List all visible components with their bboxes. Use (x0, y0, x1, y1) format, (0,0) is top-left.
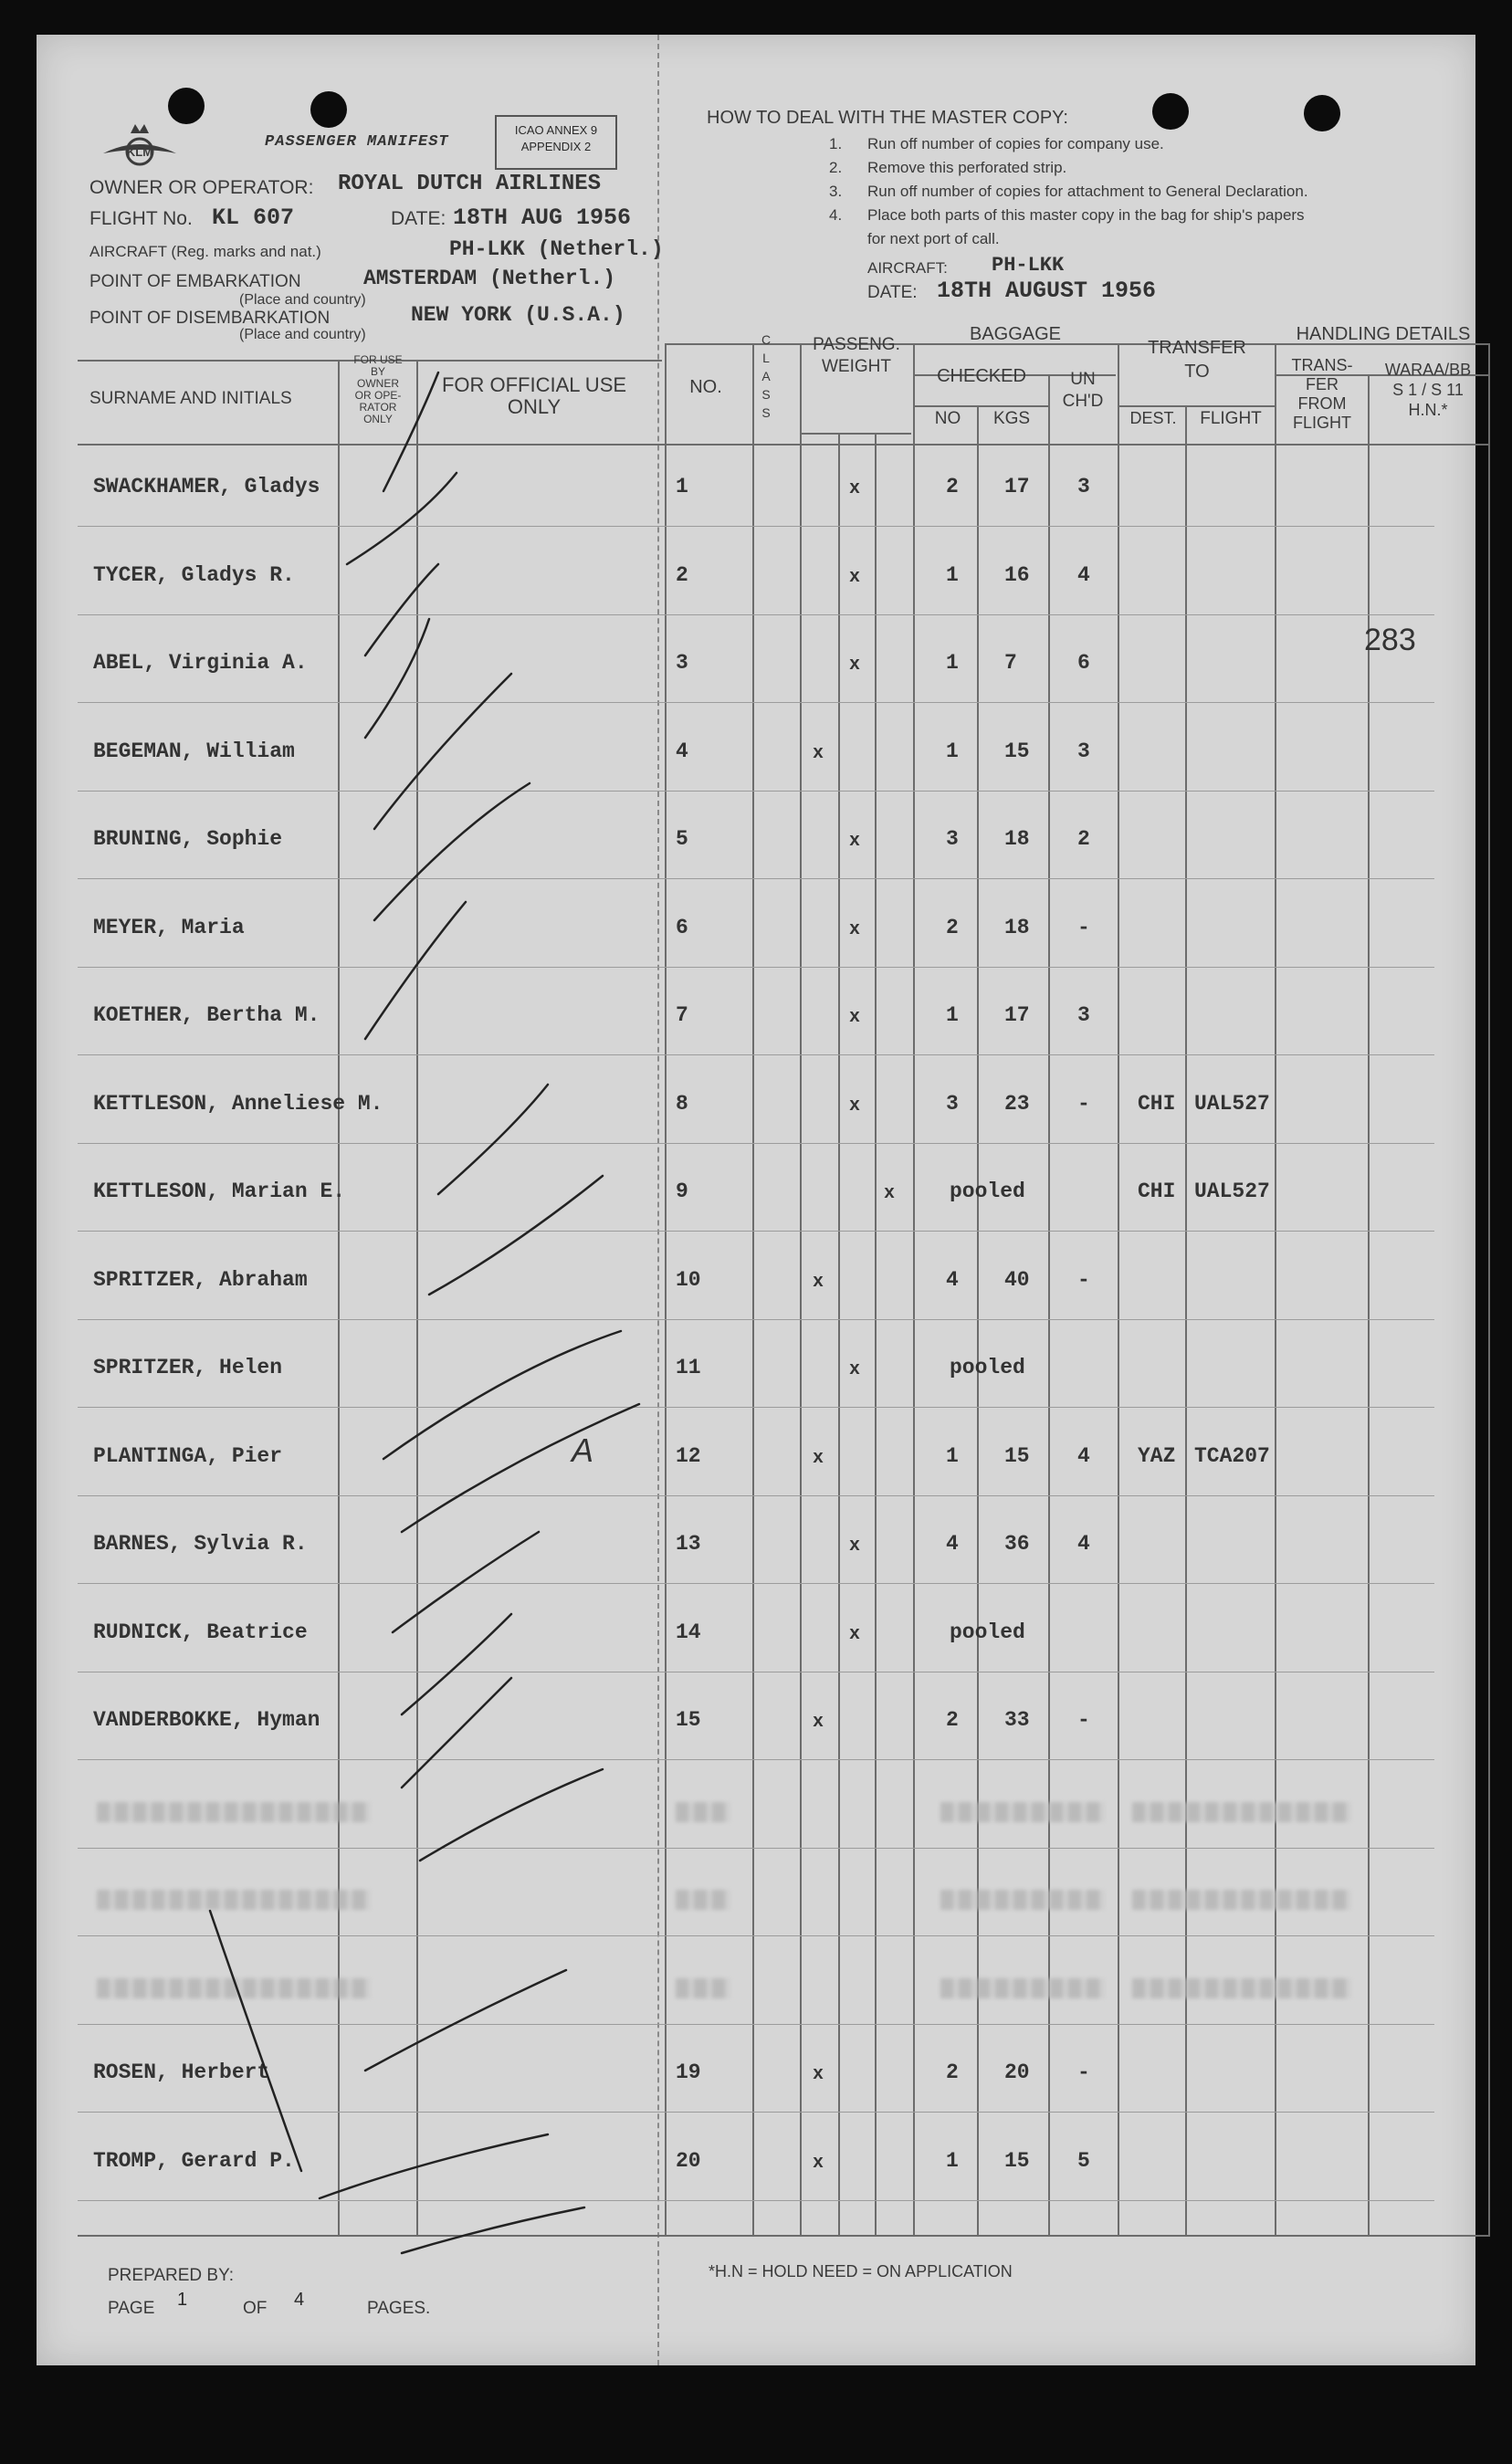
passenger-weight-mark: x (813, 2064, 824, 2085)
col-waraa-1: WARAA/BB (1384, 361, 1472, 379)
col-tf-1: TRANS- (1291, 356, 1353, 374)
col-tf-3: FROM (1297, 394, 1347, 413)
col-unchd-2: CH'D (1062, 392, 1104, 411)
baggage-unchecked: - (1077, 1267, 1090, 1292)
col-class-s1: S (761, 387, 771, 402)
passenger-no: 1 (676, 475, 688, 498)
baggage-kgs: 16 (1004, 562, 1030, 587)
passenger-no: 2 (676, 562, 688, 587)
baggage-kgs: 23 (1004, 1091, 1030, 1116)
col-official-1: FOR OFFICIAL USE (441, 373, 627, 396)
baggage-pooled: pooled (950, 1356, 1025, 1379)
passenger-weight-mark: x (849, 1007, 861, 1028)
embark-label: POINT OF EMBARKATION (89, 272, 301, 291)
col-class-a: A (761, 369, 771, 383)
passenger-weight-mark: x (813, 2152, 824, 2174)
passenger-weight-mark: x (849, 1623, 861, 1645)
baggage-kgs: 18 (1004, 915, 1030, 939)
col-baggage: BAGGAGE (969, 324, 1062, 344)
passenger-no: 12 (676, 1443, 701, 1468)
passenger-no: 3 (676, 651, 688, 675)
baggage-kgs: 17 (1004, 1003, 1030, 1027)
passenger-no: 9 (676, 1180, 688, 1203)
passenger-name: ROSEN, Herbert (93, 2060, 270, 2084)
baggage-kgs: 7 (1004, 651, 1017, 675)
passenger-name: BRUNING, Sophie (93, 827, 283, 851)
baggage-kgs: 15 (1004, 2148, 1030, 2173)
passenger-name: KOETHER, Bertha M. (93, 1003, 320, 1027)
col-official-2: ONLY (507, 395, 562, 418)
owner-value: ROYAL DUTCH AIRLINES (338, 172, 602, 196)
col-unchd-1: UN (1070, 370, 1096, 389)
col-passeng-1: PASSENG. (813, 335, 900, 354)
col-class-l: L (762, 351, 770, 365)
passenger-name: TYCER, Gladys R. (93, 562, 295, 587)
instr-date-label: DATE: (867, 283, 918, 302)
passenger-weight-mark: x (849, 655, 861, 676)
baggage-kgs: 18 (1004, 827, 1030, 851)
passenger-name: RUDNICK, Beatrice (93, 1620, 308, 1644)
passenger-name: BARNES, Sylvia R. (93, 1532, 308, 1556)
transfer-dest: CHI (1138, 1091, 1176, 1116)
passenger-name: KETTLESON, Anneliese M. (93, 1091, 383, 1116)
col-passeng-2: WEIGHT (822, 357, 891, 376)
passenger-name: SWACKHAMER, Gladys (93, 475, 320, 498)
form-title: PASSENGER MANIFEST (265, 133, 449, 151)
transfer-dest: CHI (1138, 1180, 1176, 1203)
col-checked: CHECKED (937, 366, 1026, 386)
passenger-weight-mark: x (813, 1271, 824, 1293)
col-owner-use-4: OR OPE- (354, 389, 402, 402)
col-tf-4: FLIGHT (1292, 414, 1351, 432)
passenger-name: SPRITZER, Helen (93, 1356, 283, 1379)
date-value: 18TH AUG 1956 (453, 204, 632, 231)
baggage-count: 3 (946, 1091, 959, 1116)
disembark-sub: (Place and country) (239, 327, 366, 342)
baggage-pooled: pooled (950, 1180, 1025, 1203)
handwritten-check-marks (37, 35, 1475, 2365)
baggage-count: 3 (946, 827, 959, 851)
passenger-weight-mark: x (849, 478, 861, 499)
instruction-step-number: 4. (829, 206, 843, 224)
baggage-unchecked: 4 (1077, 562, 1090, 587)
pages-label: PAGES. (367, 2299, 431, 2318)
baggage-unchecked: 4 (1077, 1532, 1090, 1556)
passenger-name: BEGEMAN, William (93, 739, 295, 763)
baggage-unchecked: - (1077, 2060, 1090, 2084)
baggage-count: 2 (946, 475, 959, 498)
col-owner-use-6: ONLY (363, 413, 393, 425)
baggage-kgs: 20 (1004, 2060, 1030, 2084)
baggage-count: 1 (946, 2148, 959, 2173)
instr-date-value: 18TH AUGUST 1956 (937, 278, 1157, 304)
passenger-weight-mark: x (849, 566, 861, 588)
passenger-name: MEYER, Maria (93, 915, 245, 939)
prepared-by-label: PREPARED BY: (108, 2266, 234, 2285)
passenger-no: 13 (676, 1532, 701, 1556)
baggage-unchecked: 3 (1077, 739, 1090, 763)
baggage-unchecked: - (1077, 915, 1090, 939)
baggage-kgs: 36 (1004, 1532, 1030, 1556)
of-value: 4 (294, 2290, 305, 2310)
instruction-step-number: 1. (829, 135, 843, 152)
col-waraa-3: H.N.* (1408, 401, 1448, 419)
passenger-weight-mark: x (813, 742, 824, 764)
col-owner-use-2: BY (370, 365, 385, 378)
baggage-unchecked: 3 (1077, 475, 1090, 498)
baggage-count: 1 (946, 739, 959, 763)
col-owner-use-1: FOR USE (353, 353, 403, 366)
baggage-count: 2 (946, 1708, 959, 1732)
svg-text:KLM: KLM (126, 145, 153, 159)
baggage-count: 1 (946, 562, 959, 587)
col-owner-use-5: RATOR (359, 401, 397, 414)
baggage-count: 1 (946, 1003, 959, 1027)
table-column-rule (1488, 343, 1490, 2235)
instruction-step-text: Run off number of copies for attachment to General Declaration. (867, 183, 1308, 200)
transfer-flight: UAL527 (1194, 1180, 1270, 1203)
baggage-kgs: 40 (1004, 1267, 1030, 1292)
instruction-step-text: Place both parts of this master copy in the bag for ship's papers (867, 206, 1305, 224)
embark-sub: (Place and country) (239, 292, 366, 308)
transfer-dest: YAZ (1138, 1443, 1176, 1468)
baggage-kgs: 15 (1004, 739, 1030, 763)
passenger-name: PLANTINGA, Pier (93, 1443, 283, 1468)
transfer-flight: TCA207 (1194, 1443, 1270, 1468)
passenger-no: 11 (676, 1356, 701, 1379)
transfer-flight: UAL527 (1194, 1091, 1270, 1116)
instruction-step-number: 3. (829, 183, 843, 200)
instruction-step-text: Run off number of copies for company use. (867, 135, 1164, 152)
baggage-count: 1 (946, 651, 959, 675)
baggage-unchecked: - (1077, 1091, 1090, 1116)
col-no: NO. (689, 377, 722, 397)
baggage-unchecked: 5 (1077, 2148, 1090, 2173)
passenger-name: SPRITZER, Abraham (93, 1267, 308, 1292)
baggage-count: 1 (946, 1443, 959, 1468)
baggage-count: 2 (946, 915, 959, 939)
page-label: PAGE (108, 2299, 155, 2318)
date-label: DATE: (391, 208, 446, 229)
passenger-weight-mark: x (849, 831, 861, 852)
embark-value: AMSTERDAM (Netherl.) (363, 267, 616, 290)
passenger-no: 20 (676, 2148, 701, 2173)
col-tf-2: FER (1306, 375, 1339, 393)
aircraft-value: PH-LKK (Netherl.) (449, 237, 664, 261)
col-owner-use-3: OWNER (357, 377, 399, 390)
col-handling: HANDLING DETAILS (1296, 324, 1471, 344)
aircraft-label: AIRCRAFT (Reg. marks and nat.) (89, 243, 321, 260)
col-surname: SURNAME AND INITIALS (89, 389, 292, 408)
passenger-weight-mark: x (813, 1447, 824, 1469)
passenger-name: TROMP, Gerard P. (93, 2148, 295, 2173)
passenger-no: 7 (676, 1003, 688, 1027)
flight-label: FLIGHT No. (89, 208, 193, 229)
disembark-label: POINT OF DISEMBARKATION (89, 309, 331, 328)
passenger-name: ABEL, Virginia A. (93, 651, 308, 675)
passenger-weight-mark: x (849, 1536, 861, 1557)
passenger-weight-mark: x (813, 1712, 824, 1733)
col-dest: DEST. (1129, 409, 1177, 427)
col-class-c: C (761, 332, 772, 347)
instr-aircraft-label: AIRCRAFT: (867, 259, 948, 277)
col-flight: FLIGHT (1200, 409, 1262, 428)
baggage-unchecked: 2 (1077, 827, 1090, 851)
col-waraa-2: S 1 / S 11 (1392, 381, 1464, 399)
manifest-sheet (37, 35, 1475, 2365)
passenger-weight-mark: x (849, 1359, 861, 1380)
passenger-no: 15 (676, 1708, 701, 1732)
col-class-s2: S (761, 405, 771, 420)
baggage-unchecked: 4 (1077, 1443, 1090, 1468)
passenger-weight-mark: x (849, 918, 861, 940)
baggage-kgs: 33 (1004, 1708, 1030, 1732)
instr-aircraft-value: PH-LKK (992, 254, 1065, 277)
baggage-unchecked: - (1077, 1708, 1090, 1732)
passenger-no: 19 (676, 2060, 701, 2084)
instruction-step-number: 2. (829, 159, 843, 176)
baggage-unchecked: 6 (1077, 651, 1090, 675)
passenger-no: 4 (676, 739, 688, 763)
flight-value: KL 607 (212, 204, 295, 231)
baggage-kgs: 17 (1004, 475, 1030, 498)
page-value: 1 (177, 2290, 188, 2310)
baggage-kgs: 15 (1004, 1443, 1030, 1468)
baggage-count: 4 (946, 1532, 959, 1556)
instruction-step-text: for next port of call. (867, 230, 1000, 247)
icao-line-1: ICAO ANNEX 9 (514, 123, 598, 137)
passenger-name: KETTLESON, Marian E. (93, 1180, 346, 1203)
baggage-count: 2 (946, 2060, 959, 2084)
col-checked-no: NO (934, 409, 961, 428)
instruction-step-text: Remove this perforated strip. (867, 159, 1067, 176)
passenger-name: VANDERBOKKE, Hyman (93, 1708, 320, 1732)
passenger-weight-mark: x (884, 1183, 896, 1204)
disembark-value: NEW YORK (U.S.A.) (411, 303, 625, 327)
official-use-mark: A (572, 1431, 594, 1469)
baggage-count: 4 (946, 1267, 959, 1292)
passenger-no: 6 (676, 915, 688, 939)
passenger-no: 10 (676, 1267, 701, 1292)
passenger-no: 14 (676, 1620, 701, 1644)
passenger-no: 8 (676, 1091, 688, 1116)
passenger-weight-mark: x (849, 1095, 861, 1117)
of-label: OF (243, 2299, 268, 2318)
col-transfer-to-1: TRANSFER (1148, 338, 1246, 358)
icao-line-2: APPENDIX 2 (520, 140, 592, 153)
passenger-no: 5 (676, 827, 688, 851)
instructions-title: HOW TO DEAL WITH THE MASTER COPY: (707, 108, 1068, 128)
handling-note-283: 283 (1364, 623, 1416, 657)
baggage-pooled: pooled (950, 1620, 1025, 1644)
owner-label: OWNER OR OPERATOR: (89, 177, 314, 198)
col-checked-kgs: KGS (992, 409, 1031, 428)
col-transfer-to-2: TO (1184, 362, 1210, 382)
baggage-unchecked: 3 (1077, 1003, 1090, 1027)
hn-note: *H.N = HOLD NEED = ON APPLICATION (709, 2262, 1013, 2281)
